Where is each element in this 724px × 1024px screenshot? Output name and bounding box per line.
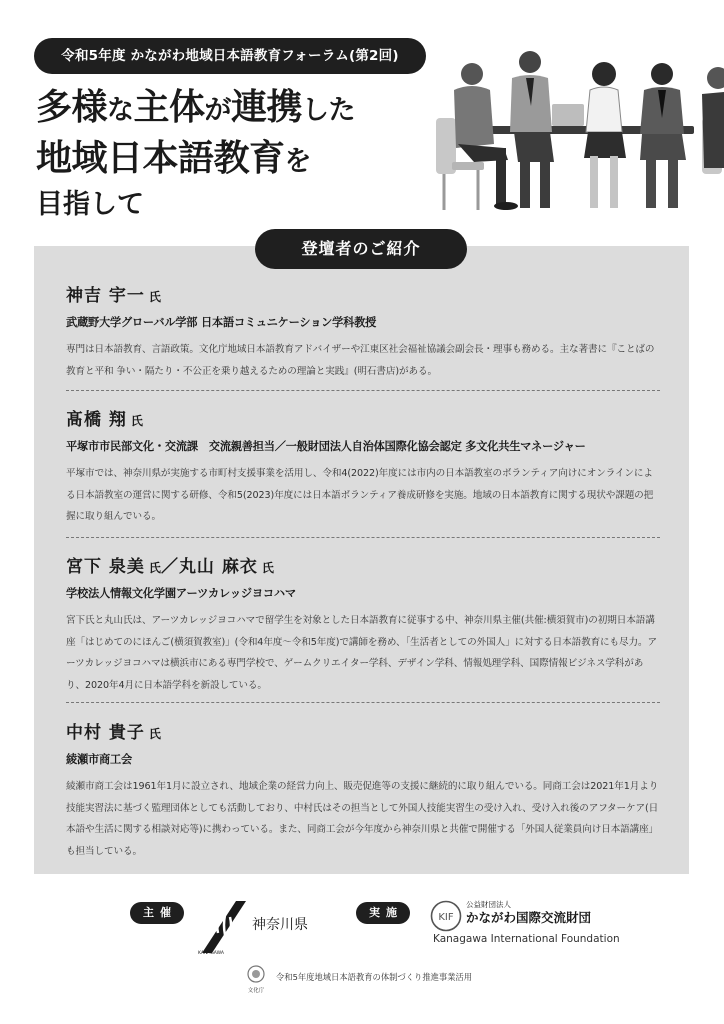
agency-for-cultural-affairs-logo [242,964,270,994]
headline-segment: が [204,95,232,126]
headline-segment: 地域日本語教育 [36,138,285,179]
kanagawa-logo-text: KANAGAWA [198,951,224,955]
speaker-name: 髙橋 翔 氏 [66,410,143,430]
speaker-bio: 専門は日本語教育、言語政策。文化庁地域日本語教育アドバイザーや江東区社会福祉協議会副会長・理事も務める。主な著書に『ことばの教育と平和 争い・隔たり・不公正を乗り越えるための理論と実践』(明石書店)がある。 [66,344,655,377]
speaker-bio: 宮下氏と丸山氏は、アーツカレッジヨコハマで留学生を対象とした日本語教育に従事する中、神奈川県主催(共催:横須賀市)の初期日本語講座「はじめてのにほんご(横須賀教室)」(令和4年度〜令和5年度)で講師を務め、「生活者としての外国人」に対する日本語教育にも尽力。アーツカレッジヨコハマは横浜市にある専門学校で、ゲームクリエイター学科、デザイン学科、情報処理学科、国際情報ビジネス学科があり、2020年4月に日本語学科を新設している。 [66,615,658,691]
kanagawa-prefecture-logo [196,897,248,955]
headline-line-3: 目指して [36,189,144,220]
meeting-illustration [434,48,724,218]
speaker-nakamura [66,721,660,862]
headline-segment: 多様 [36,87,108,128]
implementer-english-name: Kanagawa International Foundation [433,933,620,945]
speaker-divider [66,702,660,703]
speaker-affiliation: 平塚市市民部文化・交流課 交流親善担当／一般財団法人自治体国際化協会認定 多文化共生マネージャー [66,440,586,453]
speaker-name: 中村 貴子 氏 [66,723,161,743]
implementer-name: かながわ国際交流財団 [466,910,592,925]
speaker-takahashi [66,408,660,528]
speaker-name: 神吉 宇一 氏 [66,286,161,306]
headline-segment: した [302,95,356,126]
headline-line-2 [36,135,355,186]
speaker-affiliation: 武蔵野大学グローバル学部 日本語コミュニケーション学科教授 [66,316,377,329]
implementer-type: 公益財団法人 [466,900,511,909]
organizer-label: 主催 [130,902,184,924]
section-label: 登壇者のご紹介 [255,229,467,269]
support-program-text: 令和5年度地域日本語教育の体制づくり推進事業活用 [276,972,473,982]
speaker-affiliation: 学校法人情報文化学園アーツカレッジヨコハマ [66,587,296,600]
speaker-affiliation: 綾瀬市商工会 [66,753,132,766]
speaker-bio: 平塚市では、神奈川県が実施する市町村支援事業を活用し、令和4(2022)年度には市内の日本語教室のボランティア向けにオンラインによる日本語教室の運営に関する研修、令和5(2023)年度には日本語ボランティア養成研修を実施。地域の日本語教育に関する現状や課題の把握に取り組んでいる。 [66,468,654,522]
headline-segment: 連携 [231,87,303,128]
headline-segment: を [284,146,312,177]
speaker-divider [66,537,660,538]
bunka-logo-text: 文化庁 [247,988,265,994]
event-label: 令和5年度 かながわ地域日本語教育フォーラム(第2回) [34,38,426,74]
speaker-miyashita-maruyama [66,555,660,696]
speaker-divider [66,390,660,391]
implementer-label: 実施 [356,902,410,924]
headline [36,84,355,224]
speaker-bio: 綾瀬市商工会は1961年1月に設立され、地域企業の経営力向上、販売促進等の支援に継続的に取り組んでいる。同商工会は2021年1月より技能実習法に基づく監理団体としても活動しており、中村氏はその担当として外国人技能実習生の受け入れ、受け入れ後のアフターケア(日本語や生活に関する相談対応等)に携わっている。また、同商工会が今年度から神奈川県と共催で開催する「外国人従業員向け日本語講座」も担当している。 [66,781,659,857]
headline-line-1 [36,84,355,135]
kif-logo-text: KIF [438,912,454,923]
speaker-kamiyoshi [66,284,660,382]
organizer-name: 神奈川県 [252,917,308,933]
headline-segment: 主体 [133,87,205,128]
headline-segment: な [107,95,134,126]
kif-logo [430,900,462,932]
speaker-name: 宮下 泉美 氏／丸山 麻衣 氏 [66,557,274,577]
